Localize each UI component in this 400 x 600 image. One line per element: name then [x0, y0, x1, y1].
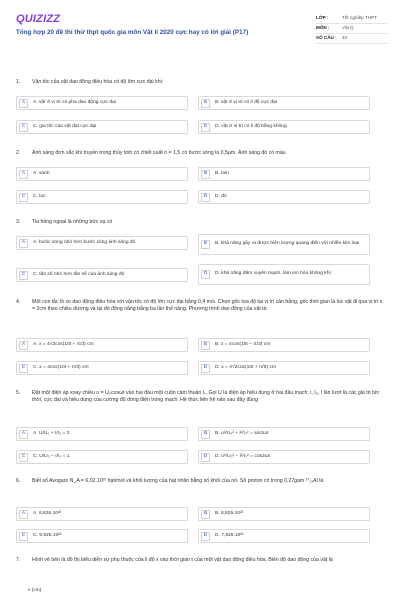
document-title: Tổng hợp 20 đề thi thử thpt quốc gia môn Vật lí 2020 cực hay có lời giải (P17) [16, 29, 249, 36]
option-text: D. đỏ [215, 193, 227, 199]
option-text: C. gia tốc của vật đạt cực đại [33, 123, 97, 129]
option-b[interactable] [198, 167, 370, 181]
worksheet-header [16, 12, 388, 62]
option-c[interactable] [16, 529, 188, 543]
option-letter: A [19, 510, 28, 519]
option-text: C. lục [33, 193, 46, 199]
option-c[interactable] [16, 120, 188, 134]
option-text: D. vật ở vị trí có li độ bằng không [215, 123, 287, 129]
option-text: B. 8,826.10²² [215, 510, 244, 516]
question-text: Biết số Avogaro N_A = 6,02.10²³ hạt/mol và khối lượng của hạt nhân bằng số khối của nó. Số proton có trong 0,27gam ²⁷₁₃Al là [32, 478, 324, 484]
option-letter: B [201, 240, 210, 249]
option-text: C. U/U₀ − I/I₀ = 1 [33, 453, 70, 459]
option-text: D. 7,826.10²² [215, 532, 244, 538]
question-number: 1. [16, 79, 21, 85]
question-text: Một con lắc lò xo dao động điều hòa với vận tốc có độ lớn cực đại bằng 0,4 m/s. Chọn gốc tọa độ tại vị trí cân bằng, gốc thời gian là lúc vật đi qua vị trí x = 2cm theo chiều dương và tại đó động năng bằng ba lần thế năng. Phương trình dao động của vật là: [32, 299, 383, 313]
option-letter: D [201, 270, 210, 279]
option-b[interactable] [198, 338, 370, 352]
option-text: B. lam [215, 170, 229, 176]
meta-row-count [316, 34, 388, 44]
option-text: A. bước sóng nhỏ hơn bước sóng ánh sáng đỏ [33, 239, 136, 245]
option-letter: D [201, 453, 210, 462]
question-number: 2. [16, 150, 21, 156]
option-a[interactable] [16, 427, 188, 441]
option-letter: A [19, 99, 28, 108]
question-number: 4. [16, 299, 21, 305]
option-d[interactable] [198, 190, 370, 204]
option-text: B. khả năng gây ra được hiện tượng quang điện với nhiều kim loại [215, 241, 360, 247]
option-c[interactable] [16, 361, 188, 375]
option-letter: B [201, 510, 210, 519]
meta-value: Vật lý [342, 25, 354, 31]
option-letter: B [201, 170, 210, 179]
question-text: Vận tốc của vật dao động điều hòa có độ lớn cực đại khi: [32, 79, 164, 85]
option-text: A. x = 4√2cos(10t + π/3) cm [33, 341, 94, 347]
option-text: B. vật ở vị trí có li độ cực đại [215, 99, 277, 105]
option-c[interactable] [16, 450, 188, 464]
meta-value: Tốt nghiệp THPT [342, 15, 377, 21]
option-letter: D [201, 532, 210, 541]
option-letter: B [201, 99, 210, 108]
meta-key: MÔN : [316, 25, 330, 31]
meta-table [316, 14, 388, 44]
option-text: A. vật ở vị trí có pha dao động cực đại [33, 99, 116, 105]
option-a[interactable] [16, 167, 188, 181]
option-d[interactable] [198, 120, 370, 134]
option-text: D. x = 4√2cos(10t + π/6) cm [215, 364, 276, 370]
option-letter: C [19, 271, 28, 280]
option-a[interactable] [16, 96, 188, 110]
option-c[interactable] [16, 268, 188, 282]
option-letter: D [201, 123, 210, 132]
meta-key: SỐ CÂU : [316, 35, 337, 41]
option-b[interactable] [198, 507, 370, 521]
quizizz-logo: QUIZIZZ [16, 13, 61, 25]
meta-key: LỚP : [316, 15, 329, 21]
option-text: C. tần số nhỏ hơn tần số của ánh sáng đỏ [33, 271, 125, 277]
option-text: C. 9,826.10²² [33, 532, 62, 538]
meta-row-subject [316, 24, 388, 34]
option-letter: B [201, 430, 210, 439]
question-number: 6. [16, 478, 21, 484]
option-b[interactable] [198, 234, 370, 255]
question-number: 5. [16, 390, 21, 396]
option-a[interactable] [16, 236, 188, 250]
option-letter: A [19, 341, 28, 350]
option-letter: B [201, 341, 210, 350]
option-text: B. x = 4cos(10t − π/3) cm [215, 341, 271, 347]
option-a[interactable] [16, 507, 188, 521]
option-text: A. 6,826.10²² [33, 510, 62, 516]
option-letter: D [201, 364, 210, 373]
option-a[interactable] [16, 338, 188, 352]
option-text: A. U/U₀ + I/I₀ = 2 [33, 430, 70, 436]
option-text: D. u²/U₀² − i²/I₀² = cos2ωt [215, 453, 270, 459]
question-number: 3. [16, 219, 21, 225]
question-text: Ánh sáng đơn sắc khi truyền trong thủy tinh có chiết suất n = 1,5 có bước sóng là 0,5μm. Ánh sáng đó có màu [32, 150, 286, 156]
option-letter: A [19, 430, 28, 439]
option-letter: A [19, 239, 28, 248]
question-text: Tia hồng ngoại là những bức xạ có [32, 219, 113, 225]
option-d[interactable] [198, 264, 370, 285]
option-letter: C [19, 364, 28, 373]
option-d[interactable] [198, 529, 370, 543]
option-b[interactable] [198, 96, 370, 110]
meta-row-class [316, 14, 388, 24]
option-letter: D [201, 193, 210, 202]
option-text: D. khả năng đâm xuyên mạnh, làm ion hóa không khí [215, 271, 331, 277]
meta-value: 40 [342, 35, 348, 41]
question-text: Đặt một điện áp xoay chiều u = U₀cosωt vào hai đầu một cuộn cảm thuần L. Gọi U là điện áp hiệu dụng ở hai đầu mạch; i, I₀, I lần lượt là các giá trị tức thời, cực đại và hiệu dụng của cường độ dòng điện trong mạch. Hệ thức liên hệ nào sau đây đúng [32, 390, 380, 404]
option-d[interactable] [198, 361, 370, 375]
option-text: C. x = 4cos(10t + π/3) cm [33, 364, 89, 370]
option-letter: C [19, 453, 28, 462]
option-letter: A [19, 170, 28, 179]
question-number: 7. [16, 557, 21, 563]
option-b[interactable] [198, 427, 370, 441]
option-letter: C [19, 532, 28, 541]
question-text: Hình vẽ bên là đồ thị biểu diễn sự phụ thuộc của li độ x vào thời gian t của một vật dao động điều hòa. Biên độ dao động của vật là [32, 557, 333, 563]
option-text: B. u²/U₀² + i²/I₀² = sin2ωt [215, 430, 269, 436]
option-d[interactable] [198, 450, 370, 464]
option-c[interactable] [16, 190, 188, 204]
option-text: A. xanh [33, 170, 50, 176]
option-letter: C [19, 123, 28, 132]
option-letter: C [19, 193, 28, 202]
graph-axis-label: x (cm) [28, 588, 42, 593]
